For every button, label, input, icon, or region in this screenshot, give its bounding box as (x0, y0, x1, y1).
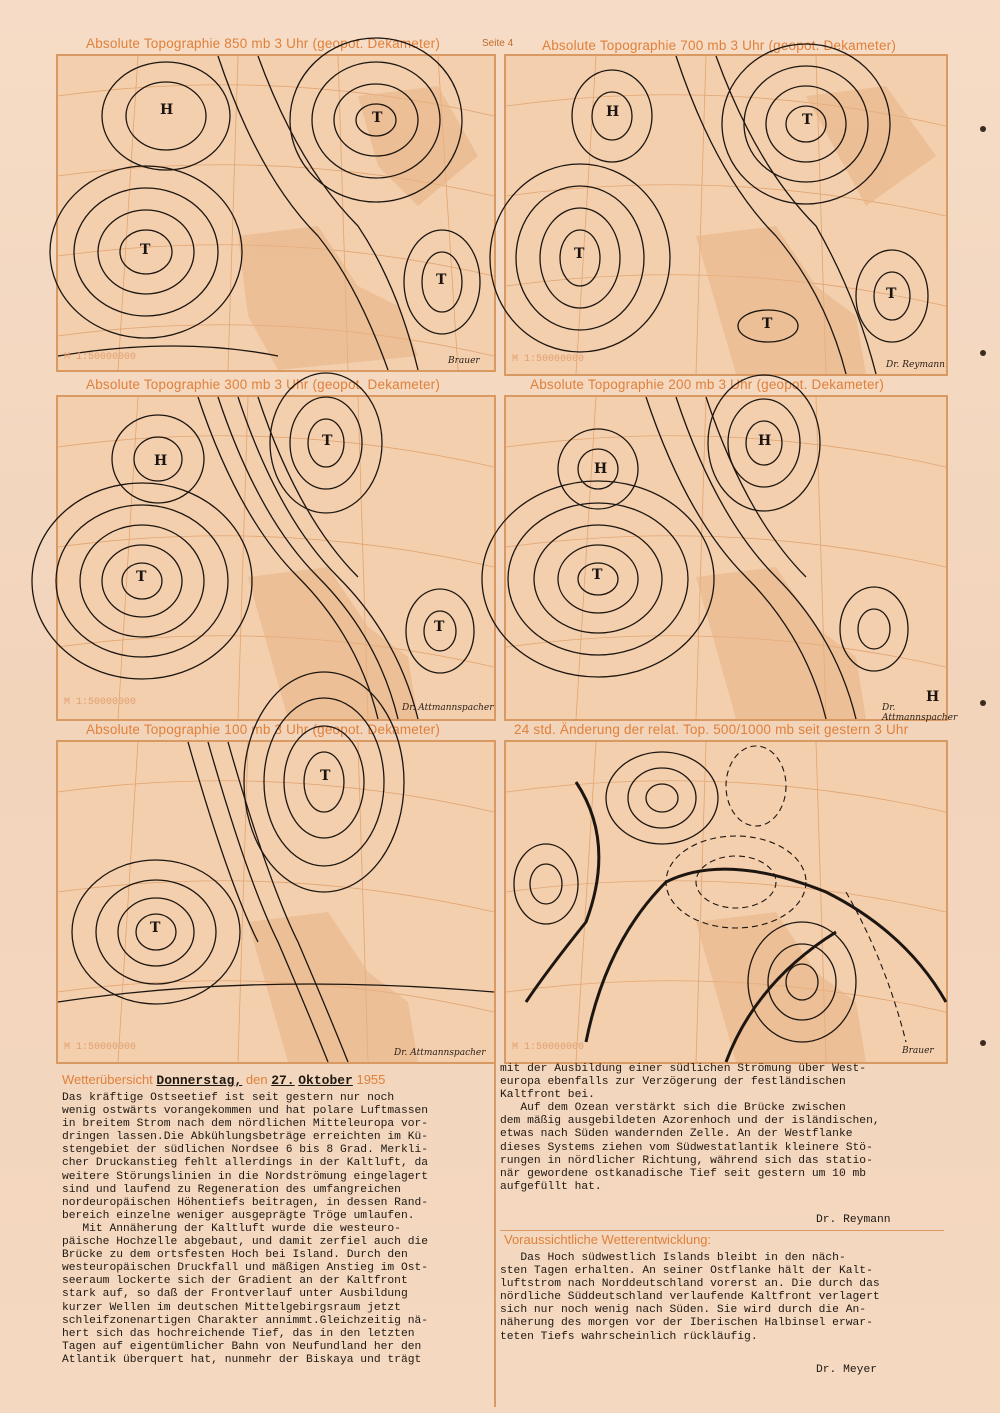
forecast-text: Das Hoch südwestlich Islands bleibt in den näch- sten Tagen erhalten. An seiner Ostflanke hält der Kalt- luftstrom nach Norddeutschland vorerst an. Die durch das nördliche Süddeutschland verlaufende Kaltfront verlagert sich nur noch wenig nach Süden. Sie wird durch die An- näherung des morgen vor der Iberischen Halbinsel erwar- teten Tiefs wahrscheinlich rückläufig. (500, 1252, 880, 1343)
map-author: Dr. Attmannspacher (882, 703, 958, 723)
isohypse-map (58, 742, 494, 1062)
map-title-700: Absolute Topographie 700 mb 3 Uhr (geopot. Dekameter) (542, 38, 897, 53)
low-pressure-marker: T (140, 242, 151, 258)
map-200mb (504, 395, 958, 723)
overview-den: den (245, 1072, 268, 1087)
column-divider (494, 1062, 496, 1407)
map-scale: M 1:50000000 (64, 697, 137, 708)
forecast-heading: Voraussichtliche Wetterentwicklung: (504, 1232, 712, 1247)
map-title-200: Absolute Topographie 200 mb 3 Uhr (geopot. Dekameter) (530, 377, 885, 392)
change-map (506, 742, 946, 1062)
low-pressure-marker: T (320, 768, 331, 784)
overview-heading-label: Wetterübersicht (62, 1072, 153, 1087)
high-pressure-marker: H (160, 102, 174, 118)
low-pressure-marker: T (434, 619, 445, 635)
high-pressure-marker: H (926, 689, 940, 705)
map-700mb (504, 54, 948, 376)
low-pressure-marker: T (574, 246, 585, 262)
map-100mb (56, 740, 496, 1064)
map-scale: M 1:50000000 (512, 354, 585, 365)
low-pressure-marker: T (762, 316, 773, 332)
map-title-100: Absolute Topographie 100 mb 3 Uhr (geopot. Dekameter) (86, 722, 441, 737)
low-pressure-marker: T (136, 569, 147, 585)
overview-year: 1955 (356, 1072, 386, 1087)
forecast-signature: Dr. Meyer (816, 1364, 878, 1376)
high-pressure-marker: H (606, 104, 620, 120)
map-author: Dr. Attmannspacher (402, 703, 494, 713)
punch-hole (980, 350, 986, 356)
map-title-850: Absolute Topographie 850 mb 3 Uhr (geopot. Dekameter) (86, 36, 441, 51)
overview-day: Donnerstag, (156, 1073, 243, 1088)
section-divider (500, 1230, 944, 1231)
page-number: Seite 4 (482, 38, 514, 49)
low-pressure-marker: T (802, 112, 813, 128)
high-pressure-marker: H (758, 433, 772, 449)
map-title-change: 24 std. Änderung der relat. Top. 500/1000 mb seit gestern 3 Uhr (514, 722, 909, 737)
punch-hole (980, 1040, 986, 1046)
map-scale: M 1:50000000 (64, 352, 137, 363)
low-pressure-marker: T (150, 920, 161, 936)
punch-hole (980, 700, 986, 706)
low-pressure-marker: T (886, 286, 897, 302)
overview-text-left: Das kräftige Ostseetief ist seit gestern nur noch wenig ostwärts vorangekommen und hat polare Luftmassen in breitem Strom nach dem nördlichen Mitteleuropa vor- dringen lassen.Die Abkühlungsbeträge erreichten im Kü- stengebiet der südlichen Nordsee 6 bis 8 Grad. Merkli- cher Druckanstieg fehlt allerdings in der Kaltluft, da weitere Störungslinien in die Nordströmung eingelagert sind und laufend zu Regeneration des umfangreichen nordeuropäischen Höhentiefs beitragen, in dessen Rand- bereich einzelne weniger ausgeprägte Tröge umlaufen. Mit Annäherung der Kaltluft wurde die westeuro- päische Hochzelle abgebaut, und damit zerfiel auch die Brücke zu dem ortsfesten Hoch bei Island. Durch den westeuropäischen Druckfall und mäßigen Anstieg im Ost- seeraum lockerte sich der Gradient an der Kaltfront stark auf, so daß der Frontverlauf unter Ausbildung kurzer Wellen im deutschen Mittelgebirgsraum jetzt schleifzonenartigen Charakter annimmt.Gleichzeitig nä- hert sich das hochreichende Tief, das in den letzten Tagen auf eigentümlicher Bahn von Neufundland her den Atlantik überquert hat, nunmehr der Biskaya und trägt (62, 1092, 429, 1366)
overview-date: 27. (271, 1073, 295, 1088)
low-pressure-marker: T (372, 110, 383, 126)
isohypse-map (506, 397, 946, 719)
map-scale: M 1:50000000 (512, 1042, 585, 1053)
isohypse-map (506, 56, 946, 374)
map-24h-change (504, 740, 948, 1064)
map-300mb (56, 395, 496, 721)
overview-heading (62, 1072, 385, 1088)
low-pressure-marker: T (322, 433, 333, 449)
overview-signature: Dr. Reymann (816, 1214, 891, 1226)
high-pressure-marker: H (594, 461, 608, 477)
punch-hole (980, 126, 986, 132)
low-pressure-marker: T (592, 567, 603, 583)
map-title-300: Absolute Topographie 300 mb 3 Uhr (geopot. Dekameter) (86, 377, 441, 392)
overview-month: Oktober (298, 1073, 353, 1088)
map-author: Brauer (902, 1046, 934, 1056)
high-pressure-marker: H (154, 453, 168, 469)
map-scale: M 1:50000000 (64, 1042, 137, 1053)
overview-text-right: mit der Ausbildung einer südlichen Strömung über West- europa ebenfalls zur Verzögerung der festländischen Kaltfront bei. Auf dem Ozean verstärkt sich die Brücke zwischen dem mäßig ausgebildeten Azorenhoch und der isländischen, etwas nach Süden wandernden Zelle. An der Westflanke dieses Systems ziehen vom Südwestatlantik kleinere Stö- rungen in nördlicher Richtung, während sich das statio- när gewordene ostkanadische Tief seit gestern um 10 mb aufgefüllt hat. (500, 1063, 880, 1193)
map-author: Dr. Attmannspacher (394, 1048, 486, 1058)
map-850mb (56, 54, 496, 372)
map-author: Brauer (448, 356, 480, 366)
low-pressure-marker: T (436, 272, 447, 288)
isohypse-map (58, 397, 494, 719)
isohypse-map (58, 56, 494, 370)
map-author: Dr. Reymann (886, 360, 945, 370)
